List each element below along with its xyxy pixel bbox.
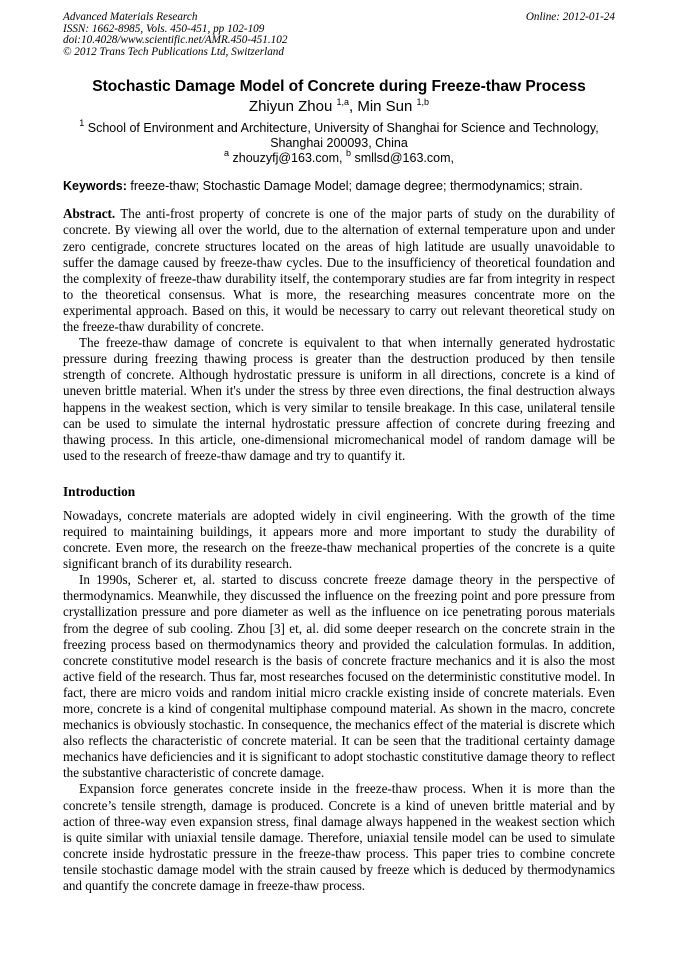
- author-affiliation-marker: 1,b: [416, 97, 430, 108]
- keywords-line: [63, 179, 615, 194]
- author-affiliation-marker: 1,a: [336, 97, 349, 108]
- keywords-label: Keywords:: [63, 179, 127, 194]
- affiliation-address: Shanghai 200093, China: [270, 136, 408, 151]
- introduction-paragraph: Expansion force generates concrete inside in the freeze-thaw process. When it is more than the concrete’s tensile strength, damage is produced. Concrete is a kind of uneven brittle material and by action of three-way even expansion stress, final damage always happened in the weakest section which is quite similar with uniaxial tensile damage. Therefore, uniaxial tensile model can be used to simulate concrete inside hydrostatic pressure in the freeze-thaw process. This paper tries to combine concrete tensile stochastic damage model with the strain caused by freeze which is deduced by thermodynamics and quantify the concrete damage in freeze-thaw process.: [63, 781, 615, 894]
- journal-name: Advanced Materials Research: [63, 11, 198, 23]
- abstract-paragraph: [63, 206, 615, 335]
- section-heading-introduction: Introduction: [63, 483, 136, 499]
- email-marker: b: [345, 148, 351, 159]
- affiliation-emails: [63, 148, 615, 166]
- keywords-text: freeze-thaw; Stochastic Damage Model; damage degree; thermodynamics; strain.: [126, 179, 583, 194]
- paper-title: Stochastic Damage Model of Concrete during Freeze-thaw Process: [92, 78, 586, 96]
- author-separator: ,: [349, 98, 358, 116]
- affiliation-line: [63, 118, 615, 136]
- journal-issn: ISSN: 1662-8985, Vols. 450-451, pp 102-109: [63, 22, 265, 35]
- abstract-section: [63, 206, 615, 464]
- affiliation-block: [63, 118, 615, 166]
- introduction-paragraph: Nowadays, concrete materials are adopted widely in civil engineering. With the growth of the time required to maintaining buildings, it appears more and more important to study the durability of concrete. Even more, the research on the freeze-thaw mechanical properties of the concrete is a quite significant branch of its durability research.: [63, 507, 615, 572]
- introduction-paragraph: In 1990s, Scherer et, al. started to discuss concrete freeze damage theory in the perspective of thermodynamics. Meanwhile, they discussed the influence on the freezing point and pore pressure from crystallization pressure and pore diameter as well as the influence on ice penetrating porous materials from the degree of sub cooling. Zhou [3] et, al. did some deeper research on the concrete strain in the freezing process based on thermodynamics theory and provided the calculation formulas. In addition, concrete constitutive model research is the basis of concrete fracture mechanics and it is also the most active field of the research. Thus far, most researches focused on the deterministic constitutive model. In fact, there are micro voids and random initial micro crackle existing inside of concrete materials. Even more, concrete is a kind of congenital multiphase compound material. As shown in the macro, concrete mechanics is obviously stochastic. In consequence, the mechanics effect of the material is discrete which also reflects the characteristic of concrete material. It can be seen that the traditional certainty damage mechanics have deficiencies and it is significant to adopt stochastic constitutive damage theory to reflect the substantive characteristic of concrete damage.: [63, 572, 615, 781]
- online-date: Online: 2012-01-24: [525, 11, 615, 23]
- author-name: Min Sun: [357, 98, 413, 116]
- email-author-b: smllsd@163.com,: [350, 151, 454, 166]
- journal-copyright: © 2012 Trans Tech Publications Ltd, Switzerland: [63, 45, 284, 58]
- journal-doi: doi:10.4028/www.scientific.net/AMR.450-451.102: [63, 34, 288, 47]
- introduction-section: [63, 508, 615, 894]
- email-marker: a: [224, 148, 230, 159]
- abstract-label: Abstract.: [63, 206, 116, 222]
- abstract-paragraph: The freeze-thaw damage of concrete is equivalent to that when internally generated hydrostatic pressure during freezing thawing process is greater than the destruction produced by then tensile strength of concrete. Although hydrostatic pressure is uniform in all directions, concrete is a kind of uneven brittle material. When it's under the stress by three even directions, the final destruction always happens in the weakest section, which is very similar to tensile breakage. In this case, unilateral tensile can be used to simulate the internal hydrostatic pressure affection of concrete during freezing and thawing process. In this article, one-dimensional micromechanical model of random damage will be used to the research of freeze-thaw damage and try to quantify it.: [63, 335, 615, 463]
- paper-page: [63, 12, 615, 894]
- author-list: [63, 97, 615, 117]
- email-author-a: zhouzyfj@163.com,: [229, 151, 346, 166]
- affiliation-marker: 1: [79, 118, 85, 129]
- journal-header: [63, 12, 615, 58]
- affiliation-institution: School of Environment and Architecture, University of Shanghai for Science and Technology,: [84, 121, 599, 136]
- abstract-text: The anti-frost property of concrete is one of the major parts of study on the durability of concrete. By viewing all over the world, due to the alternation of external temperature upon and under zero centigrade, concrete structures located on the areas of high latitude are usually unavoidable to suffer the damage caused by freeze-thaw cycles. Due to the insufficiency of theoretical foundation and the complexity of freeze-thaw durability itself, the contemporary studies are far from integrity in respect to the theoretical consensus. What is more, the researching measures concentrate more on the experimental approach. Based on this, it would be necessary to carry out relevant theoretical study on the freeze-thaw durability of concrete.: [63, 206, 615, 335]
- author-name: Zhiyun Zhou: [248, 98, 333, 116]
